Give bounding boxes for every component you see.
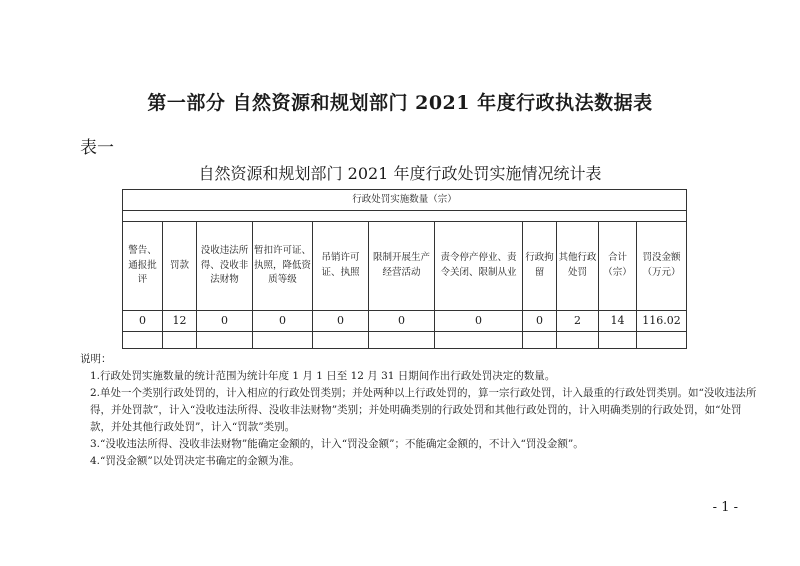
- empty-cell: [313, 332, 369, 349]
- empty-cell: [197, 332, 253, 349]
- spacer-cell: [123, 211, 687, 222]
- page-title: 第一部分 自然资源和规划部门 2021 年度行政执法数据表: [147, 92, 653, 114]
- group-header-cell: 行政处罚实施数量（宗）: [123, 190, 687, 211]
- table-row: [123, 311, 687, 332]
- header-fine: 罚款: [163, 222, 197, 311]
- notes-section: [80, 351, 760, 470]
- value-fine-amount: 116.02: [637, 311, 687, 332]
- value-license-suspension: 0: [253, 311, 313, 332]
- empty-cell: [253, 332, 313, 349]
- empty-cell: [637, 332, 687, 349]
- header-confiscation: 没收违法所得、没收非法财物: [197, 222, 253, 311]
- table-title: 自然资源和规划部门 2021 年度行政处罚实施情况统计表: [198, 164, 602, 183]
- header-other-penalty: 其他行政处罚: [557, 222, 599, 311]
- table-empty-row: [123, 332, 687, 349]
- header-warning: 警告、通报批评: [123, 222, 163, 311]
- empty-cell: [163, 332, 197, 349]
- value-detention: 0: [523, 311, 557, 332]
- empty-cell: [435, 332, 523, 349]
- value-confiscation: 0: [197, 311, 253, 332]
- page-number: - 1 -: [712, 500, 738, 515]
- note-item-3: 3.“没收违法所得、没收非法财物”能确定金额的，计入“罚没金额”；不能确定金额的，不计入“罚没金额”。: [90, 438, 584, 450]
- value-production-restriction: 0: [369, 311, 435, 332]
- empty-cell: [523, 332, 557, 349]
- value-other-penalty: 2: [557, 311, 599, 332]
- empty-cell: [369, 332, 435, 349]
- notes-heading: 说明：: [80, 353, 112, 365]
- header-total: 合计（宗）: [599, 222, 637, 311]
- header-detention: 行政拘留: [523, 222, 557, 311]
- value-suspension-closure: 0: [435, 311, 523, 332]
- table-header-row: [123, 222, 687, 311]
- value-total: 14: [599, 311, 637, 332]
- header-fine-amount: 罚没金额（万元）: [637, 222, 687, 311]
- header-production-restriction: 限制开展生产经营活动: [369, 222, 435, 311]
- penalty-statistics-table: [122, 189, 687, 349]
- empty-cell: [599, 332, 637, 349]
- table-group-header-row: [123, 190, 687, 211]
- table-tag: 表一: [80, 138, 114, 158]
- header-license-revocation: 吊销许可证、执照: [313, 222, 369, 311]
- value-warning: 0: [123, 311, 163, 332]
- empty-cell: [123, 332, 163, 349]
- header-license-suspension: 暂扣许可证、执照，降低资质等级: [253, 222, 313, 311]
- value-fine: 12: [163, 311, 197, 332]
- note-item-2: 2.单处一个类别行政处罚的，计入相应的行政处罚类别；并处两种以上行政处罚的，算一宗行政处罚，计入最重的行政处罚类别。如“没收违法所得，并处罚款”，计入“没收违法所得、没收非法财物”类别；并处明确类别的行政处罚和其他行政处罚的，计入明确类别的行政处罚，如“处罚款，并处其他行政处罚”，计入“罚款”类别。: [90, 387, 757, 433]
- value-license-revocation: 0: [313, 311, 369, 332]
- table-spacer-row: [123, 211, 687, 222]
- note-item-4: 4.“罚没金额”以处罚决定书确定的金额为准。: [90, 455, 300, 467]
- empty-cell: [557, 332, 599, 349]
- header-suspension-closure: 责令停产停业、责令关闭、限制从业: [435, 222, 523, 311]
- note-item-1: 1.行政处罚实施数量的统计范围为统计年度 1 月 1 日至 12 月 31 日期间作出行政处罚决定的数量。: [90, 370, 556, 382]
